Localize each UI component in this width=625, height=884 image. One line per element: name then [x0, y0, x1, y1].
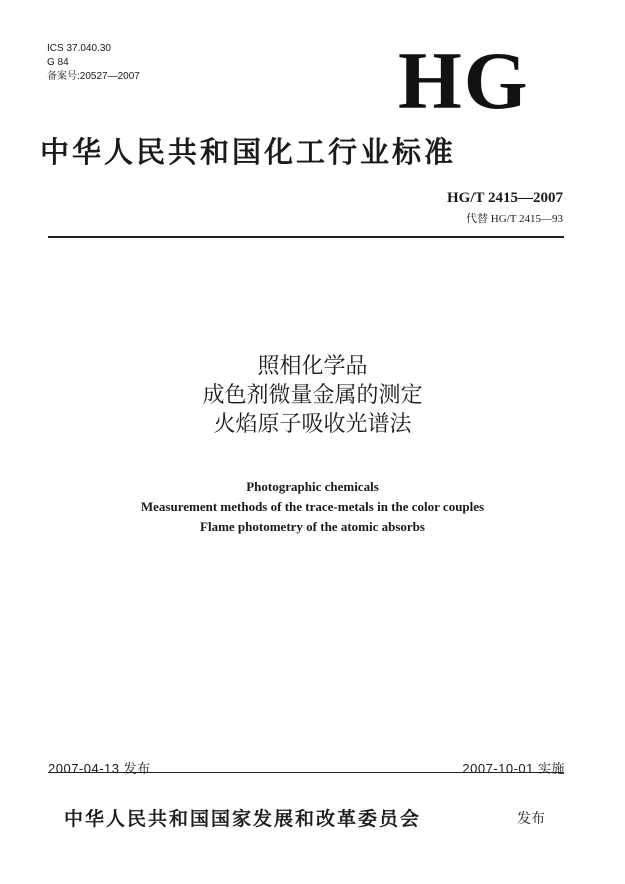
- industry-standard-title: 中华人民共和国化工行业标准: [40, 135, 457, 169]
- ccs-code: G 84: [47, 57, 69, 68]
- replaces-note: 代替 HG/T 2415—93: [466, 213, 563, 225]
- issuing-authority: 中华人民共和国国家发展和改革委员会: [64, 808, 422, 830]
- english-title: [0, 477, 625, 537]
- english-title-line-3: Flame photometry of the atomic absorbs: [200, 519, 425, 534]
- chinese-title-line-1: 照相化学品: [257, 354, 368, 379]
- english-title-line-2: Measurement methods of the trace-metals in the color couples: [140, 499, 485, 514]
- issuing-action: 发布: [517, 811, 545, 827]
- classification-block: [47, 42, 140, 84]
- bottom-divider: [48, 772, 564, 773]
- standard-code: HG/T 2415—2007: [447, 190, 563, 206]
- chinese-title-line-3: 火焰原子吸收光谱法: [213, 412, 412, 437]
- top-divider: [48, 236, 564, 238]
- ics-code: ICS 37.040.30: [47, 43, 111, 54]
- filing-number: 备案号:20527—2007: [47, 71, 140, 82]
- issue-date: 2007-04-13 发布: [48, 761, 151, 776]
- hg-logo: HG: [398, 35, 530, 126]
- chinese-title: [0, 352, 625, 439]
- implementation-date: 2007-10-01 实施: [462, 761, 565, 776]
- chinese-title-line-2: 成色剂微量金属的测定: [202, 383, 423, 408]
- english-title-line-1: Photographic chemicals: [246, 479, 379, 494]
